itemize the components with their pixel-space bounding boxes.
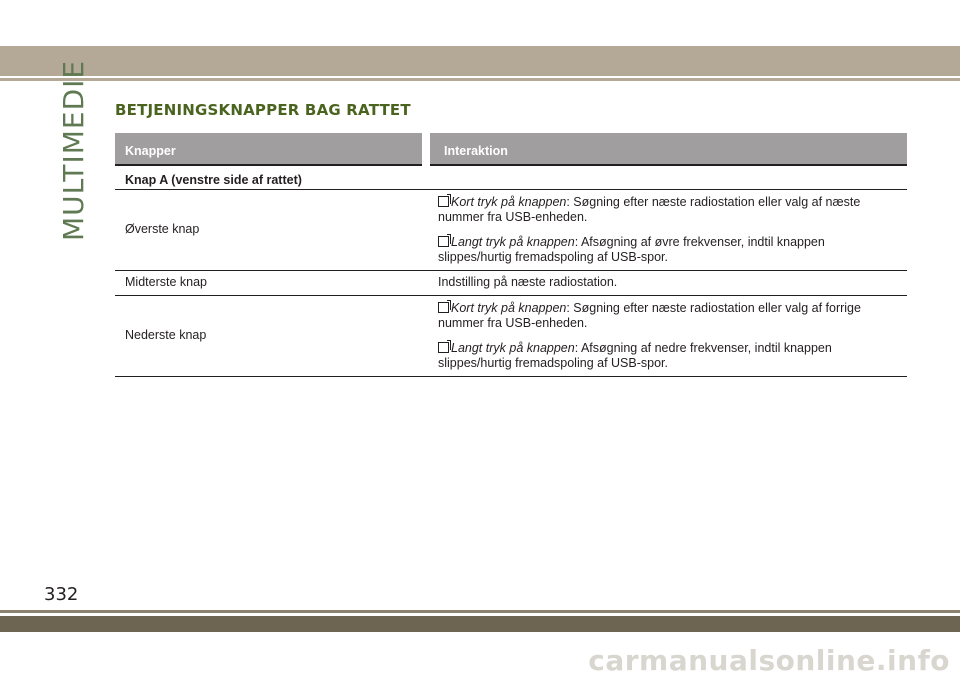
table-row: [115, 189, 907, 270]
page-title: BETJENINGSKNAPPER BAG RATTET: [115, 101, 411, 119]
bottom-decorative-band: [0, 616, 960, 632]
button-name-cell: Nederste knap: [115, 295, 426, 376]
button-name-cell: Øverste knap: [115, 189, 426, 270]
side-section-title: MULTIMEDIE: [57, 59, 90, 241]
list-item: [438, 235, 877, 265]
checkbox-icon: [438, 196, 449, 207]
list-item: [438, 341, 877, 371]
list-item: [438, 195, 877, 225]
interaction-cell: Indstilling på næste radiostation.: [426, 270, 907, 295]
table-subheader-row: [115, 165, 907, 189]
item-text: : Afsøgning af øvre frekvenser, indtil knappen slippes/hurtig fremadspoling af USB-spor.: [438, 234, 825, 264]
bottom-divider-line: [0, 610, 960, 613]
checkbox-icon: [438, 342, 449, 353]
page-number: 332: [44, 584, 79, 605]
column-header-buttons: Knapper: [115, 133, 426, 165]
item-lead: Kort tryk på knappen: [451, 300, 567, 315]
interaction-cell: [426, 295, 907, 376]
watermark: carmanualsonline.info: [588, 644, 950, 677]
item-lead: Langt tryk på knappen: [451, 340, 575, 355]
checkbox-icon: [438, 302, 449, 313]
item-text: : Afsøgning af nedre frekvenser, indtil knappen slippes/hurtig fremadspoling af USB-spor.: [438, 340, 832, 370]
table-row: [115, 270, 907, 295]
button-name-cell: Midterste knap: [115, 270, 426, 295]
item-text: : Søgning efter næste radiostation eller valg af næste nummer fra USB-enheden.: [438, 194, 861, 224]
table-row: [115, 295, 907, 376]
table-header-row: [115, 133, 907, 165]
column-header-interaction: Interaktion: [426, 133, 907, 165]
controls-table: [115, 133, 907, 377]
interaction-cell: [426, 189, 907, 270]
item-lead: Kort tryk på knappen: [451, 194, 567, 209]
item-text: : Søgning efter næste radiostation eller valg af forrige nummer fra USB-enheden.: [438, 300, 861, 330]
top-divider-line: [0, 78, 960, 81]
item-lead: Langt tryk på knappen: [451, 234, 575, 249]
top-decorative-band: [0, 46, 960, 76]
subheader-cell: Knap A (venstre side af rattet): [115, 165, 907, 189]
list-item: [438, 301, 877, 331]
checkbox-icon: [438, 236, 449, 247]
